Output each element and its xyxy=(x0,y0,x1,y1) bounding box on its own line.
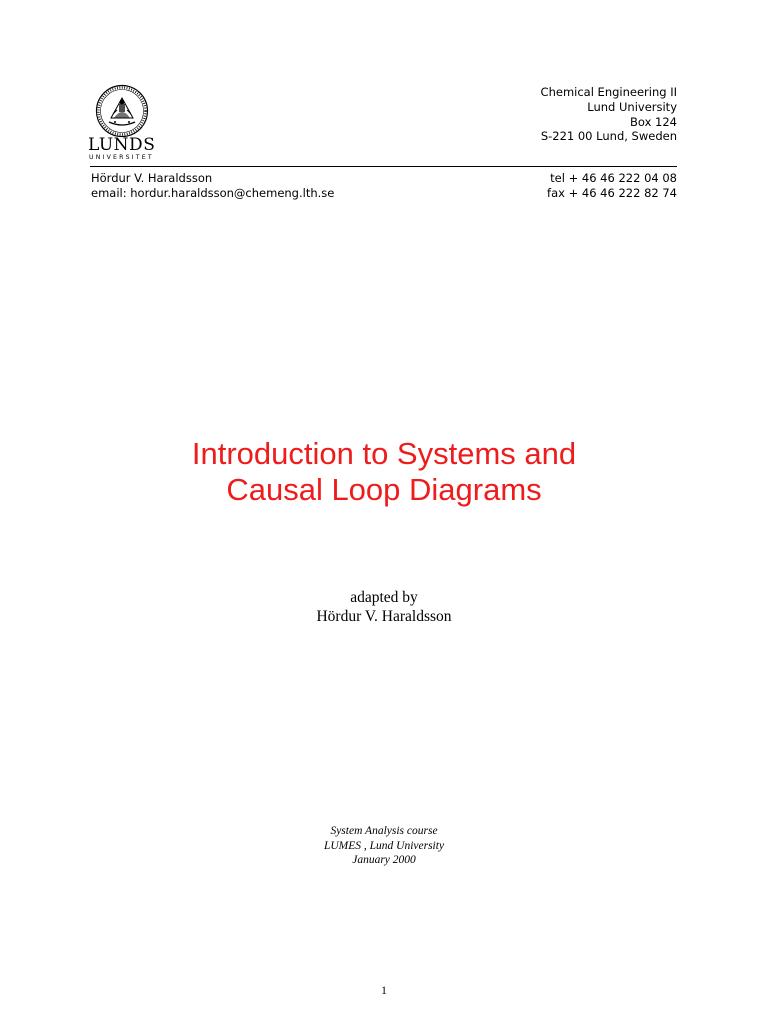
author-name: Hördur V. Haraldsson xyxy=(91,171,213,185)
byline xyxy=(0,588,768,626)
course-info xyxy=(0,824,768,868)
fax-number: fax + 46 46 222 82 74 xyxy=(547,186,677,200)
university-seal-icon xyxy=(95,84,149,138)
byline-author: Hördur V. Haraldsson xyxy=(316,608,452,625)
address-line: Lund University xyxy=(587,99,677,114)
course-date: January 2000 xyxy=(352,854,416,866)
address-line: Chemical Engineering II xyxy=(540,85,677,99)
document-title xyxy=(0,436,768,508)
address-line: S-221 00 Lund, Sweden xyxy=(540,129,677,144)
address-line: Box 124 xyxy=(630,114,677,129)
adapted-by-label: adapted by xyxy=(350,589,418,606)
author-email: email: hordur.haraldsson@chemeng.lth.se xyxy=(91,186,335,200)
page-number: 1 xyxy=(381,985,387,997)
title-line: Introduction to Systems and xyxy=(191,436,577,471)
telephone-number: tel + 46 46 222 04 08 xyxy=(550,171,677,185)
course-institution: LUMES , Lund University xyxy=(323,839,445,852)
author-contact xyxy=(91,171,334,201)
logo-subline: UNIVERSITET xyxy=(89,154,154,161)
course-name: System Analysis course xyxy=(330,825,438,837)
phone-contact xyxy=(547,171,677,201)
title-line: Causal Loop Diagrams xyxy=(226,472,542,507)
logo-wordmark: LUNDS xyxy=(88,135,156,155)
lund-university-logo xyxy=(88,84,168,162)
department-address xyxy=(541,85,677,144)
letterhead-divider xyxy=(90,166,677,167)
